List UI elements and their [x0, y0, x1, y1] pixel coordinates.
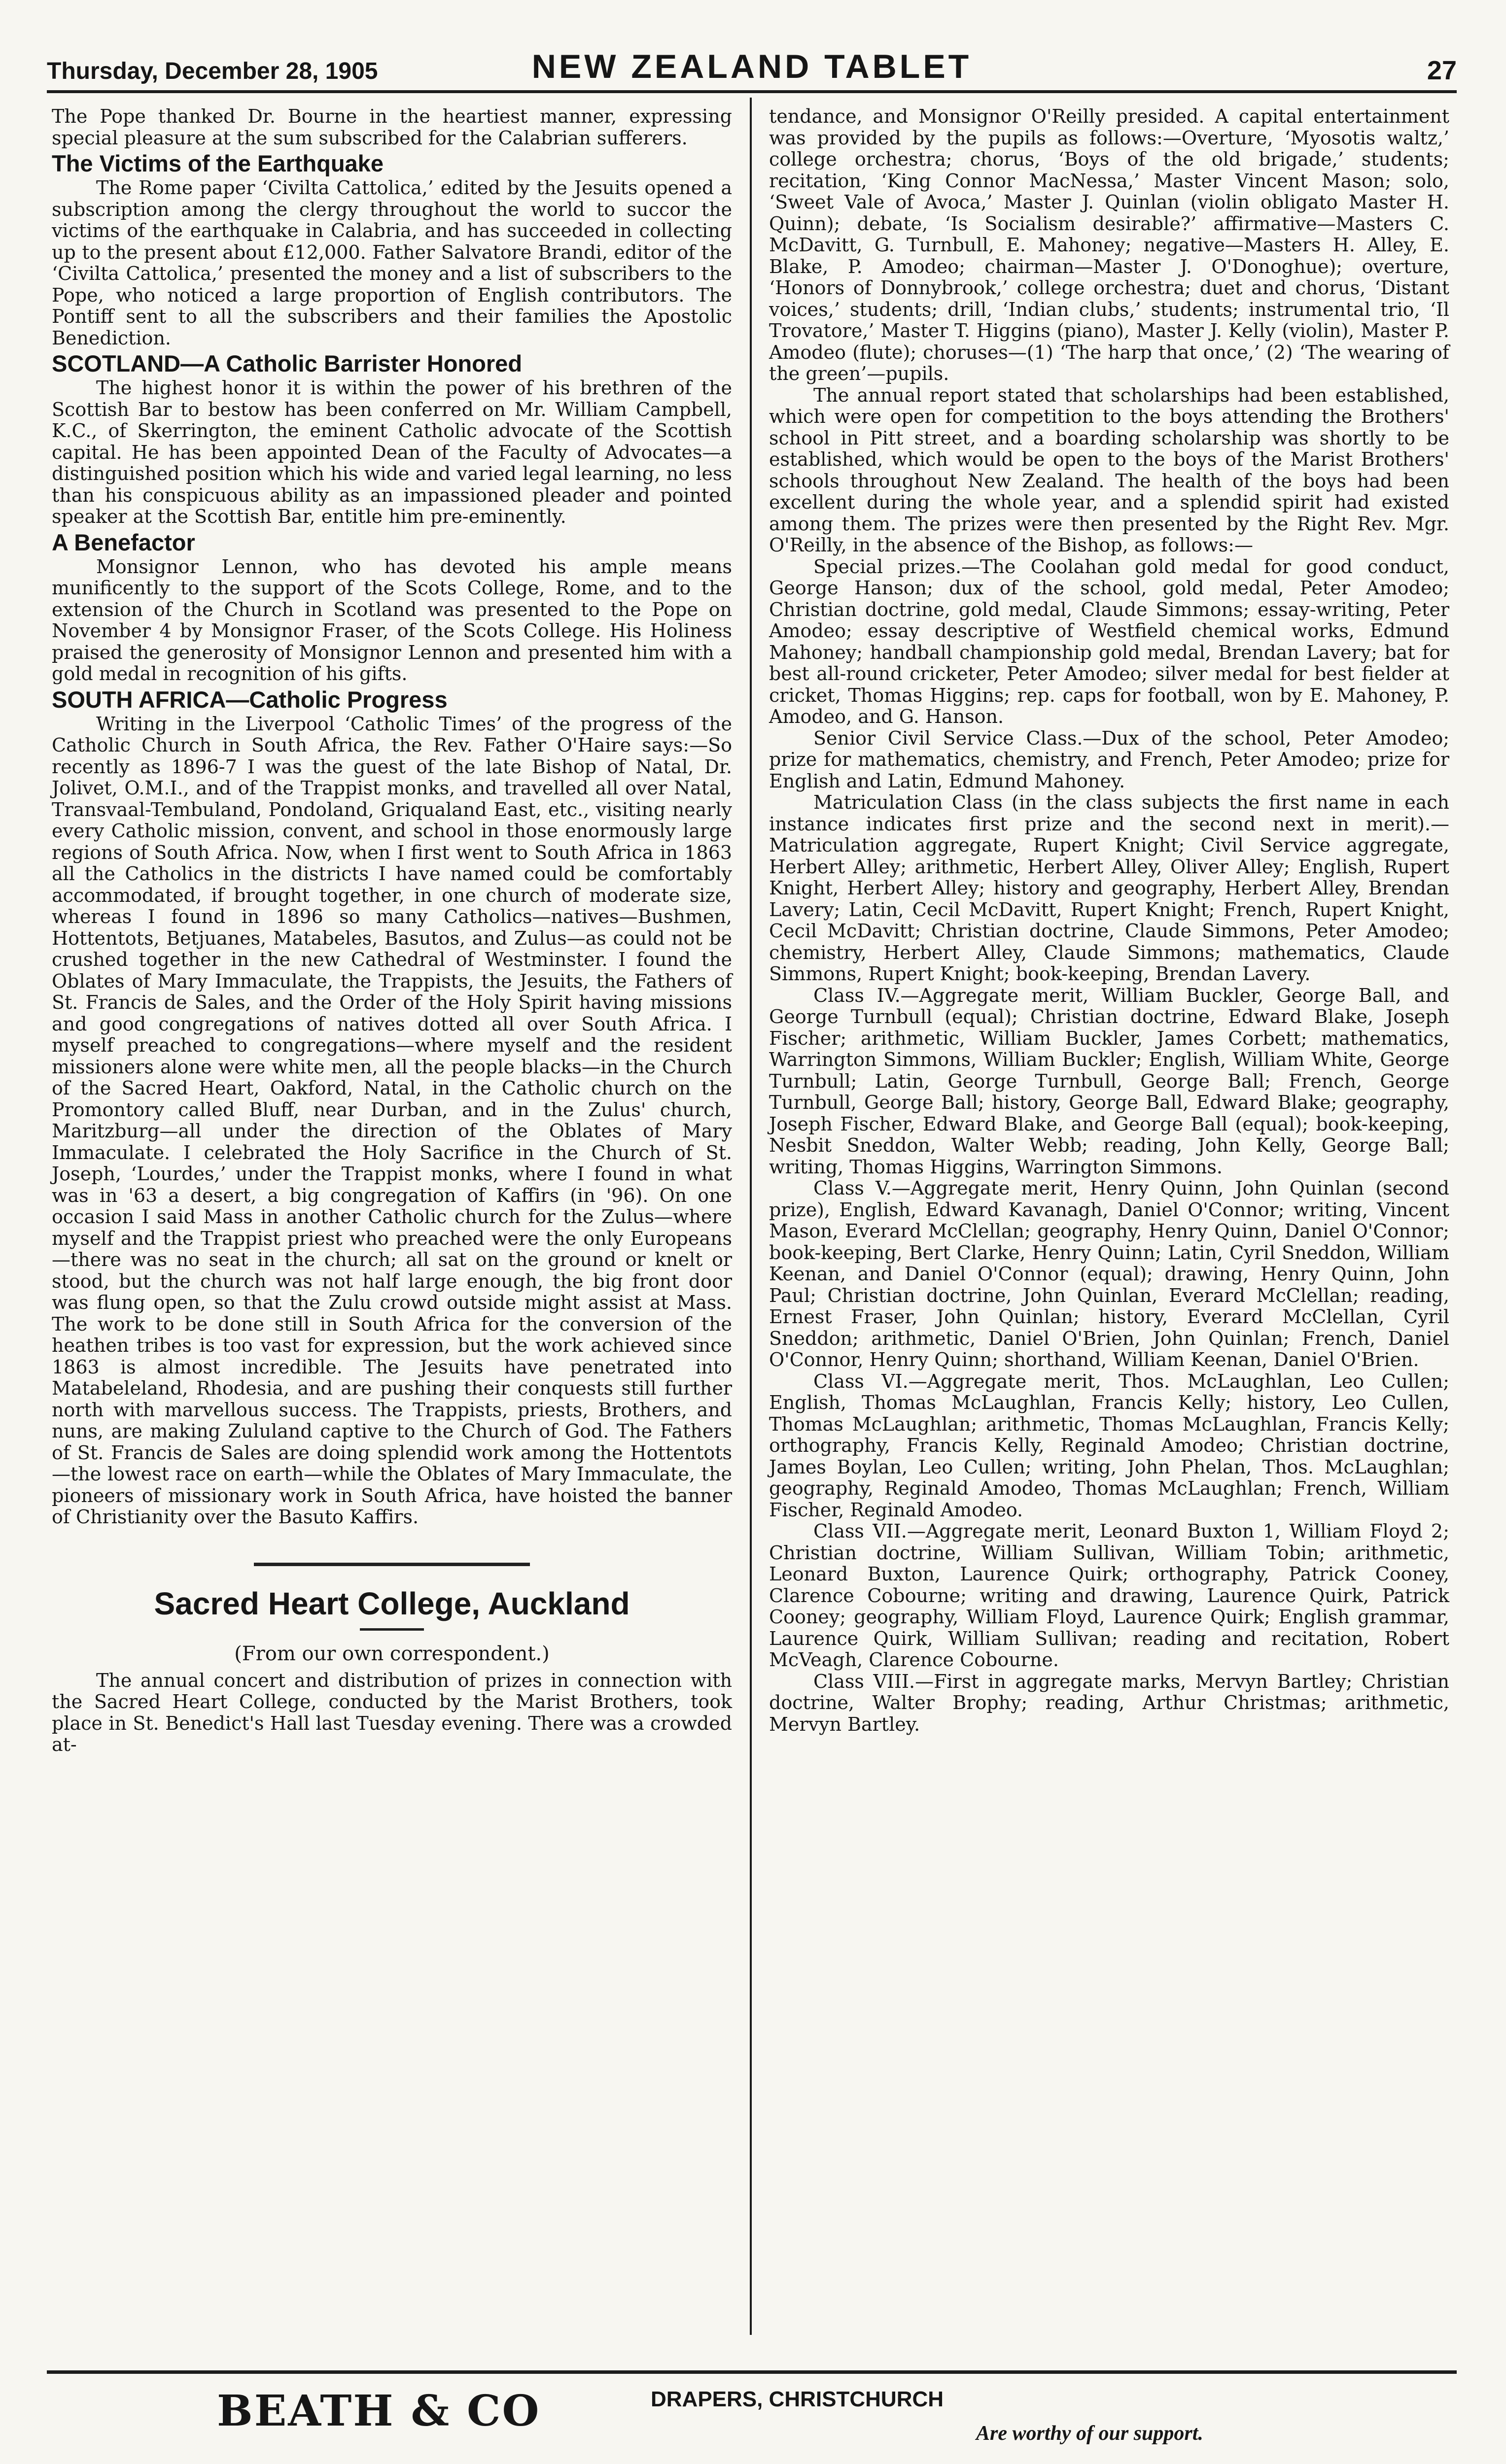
title-underline: [360, 1628, 424, 1631]
masthead: NEW ZEALAND TABLET: [531, 48, 972, 85]
paragraph: Writing in the Liverpool ‘Catholic Times’ of the progress of the Catholic Church in South Africa, the Rev. Father O'Haire says:—So recently as 1896-7 I was the guest of the late Bishop of Natal, Dr. Jolivet, O.M.I., and of the Trappist monks, and travelled all over Natal, Transvaal-Tembuland, Pondoland, Griqualand East, etc., visiting nearly every Catholic mission, convent, and school in those enormously large regions of South Africa. Now, when I first went to South Africa in 1863 all the Catholics in the districts I have named could be comfortably accommodated, if brought together, in one church of moderate size, whereas I found in 1896 so many Catholics—natives—Bushmen, Hottentots, Betjuanes, Matabeles, Basutos, and Zulus—as could not be crushed together in the new Cathedral of Westminster. I found the Oblates of Mary Immaculate, the Trappists, the Jesuits, the Fathers of St. Francis de Sales, and the Order of the Holy Spirit having missions and good congregations of natives dotted all over South Africa. I myself preached to congregations—where myself and the resident missioners alone were white men, all the people blacks—in the Church of the Sacred Heart, Oakford, Natal, in the Catholic church on the Promontory called Bluff, near Durban, and in the Zulus' church, Maritzburg—all under the direction of the Oblates of Mary Immaculate. I celebrated the Holy Sacrifice in the Church of St. Joseph, ‘Lourdes,’ under the Trappist monks, where I found in what was in '63 a desert, a big congregation of Kaffirs (in '96). On one occasion I said Mass in another Catholic church for the Zulus—where myself and the Trappist priest who preached were the only Europeans—there was no seat in the church; all sat on the ground or knelt or stood, but the church was not half large enough, the big front door was flung open, so that the Zulu crowd outside might assist at Mass. The work to be done still in South Africa for the conversion of the heathen tribes is too vast for expression, but the work achieved since 1863 is almost incredible. The Jesuits have penetrated into Matabeleland, Rhodesia, and are pushing their conquests still further north with marvellous success. The Trappists, priests, Brothers, and nuns, are making Zululand captive to the Church of God. The Fathers of St. Francis de Sales are doing splendid work among the Hottentots—the lowest race on earth—while the Oblates of Mary Immaculate, the pioneers of missionary work in South Africa, have hoisted the banner of Christianity over the Basuto Kaffirs.: [52, 713, 732, 1528]
intro-paragraph: The Pope thanked Dr. Bourne in the heartiest manner, expressing special pleasure at the sum subscribed for the Calabrian sufferers.: [52, 105, 732, 149]
column-rule: [750, 98, 752, 2335]
left-column: [52, 106, 732, 1756]
article-divider: [254, 1563, 530, 1566]
paragraph: The highest honor it is within the power of his brethren of the Scottish Bar to bestow has been conferred on Mr. William Campbell, K.C., of Skerrington, the eminent Catholic advocate of the Scottish capital. He has been appointed Dean of the Faculty of Advocates—a distinguished position which his wide and varied legal learning, no less than his conspicuous ability as an impassioned pleader and pointed speaker at the Scottish Bar, entitle him pre-eminently.: [52, 377, 732, 527]
paragraph: The annual concert and distribution of prizes in connection with the Sacred Heart College, conducted by the Marist Brothers, took place in St. Benedict's Hall last Tuesday evening. There was a crowded at-: [52, 1669, 732, 1755]
paragraph: tendance, and Monsignor O'Reilly presided. A capital entertainment was provided by the pupils as follows:—Overture, ‘Myosotis waltz,’ college orchestra; chorus, ‘Boys of the old brigade,’ students; recitation, ‘King Connor MacNessa,’ Master Vincent Mason; solo, ‘Sweet Vale of Avoca,’ Master J. Quinlan (violin obligato Master H. Quinn); debate, ‘Is Socialism desirable?’ affirmative—Masters C. McDavitt, G. Turnbull, E. Mahoney; negative—Masters H. Alley, E. Blake, P. Amodeo; chairman—Master J. O'Donoghue); overture, ‘Honors of Donnybrook,’ college orchestra; duet and chorus, ‘Distant voices,’ students; drill, ‘Indian clubs,’ students; instrumental trio, ‘Il Trovatore,’ Master T. Higgins (piano), Master J. Kelly (violin), Master P. Amodeo (flute); choruses—(1) ‘The harp that once,’ (2) ‘The wearing of the green’—pupils.: [769, 105, 1449, 384]
paragraph: Monsignor Lennon, who has devoted his ample means munificently to the support of the Scots College, Rome, and to the extension of the Church in Scotland was presented to the Pope on November 4 by Monsignor Fraser, of the Scots College. His Holiness praised the generosity of Monsignor Lennon and presented him with a gold medal in recognition of his gifts.: [52, 555, 732, 684]
advertiser-slogan: Are worthy of our support.: [976, 2422, 1203, 2445]
paragraph: Class IV.—Aggregate merit, William Buckler, George Ball, and George Turnbull (equal); Christian doctrine, Edward Blake, Joseph Fischer; arithmetic, William Buckler, James Corbett; mathematics, Warrington Simmons, William Buckler; English, William White, George Turnbull; Latin, George Turnbull, George Ball; French, George Turnbull, George Ball; history, George Ball, Edward Blake; geography, Joseph Fischer, Edward Blake, and George Ball (equal); book-keeping, Nesbit Sneddon, Walter Webb; reading, John Kelly, George Ball; writing, Thomas Higgins, Warrington Simmons.: [769, 984, 1449, 1178]
paragraph: The annual report stated that scholarships had been established, which were open for competition to the boys attending the Brothers' school in Pitt street, and a boarding scholarship was shortly to be established, which would be open to the boys of the Marist Brothers' schools throughout New Zealand. The health of the boys had been excellent during the whole year, and a splendid spirit had existed among them. The prizes were then presented by the Right Rev. Mgr. O'Reilly, in the absence of the Bishop, as follows:—: [769, 384, 1449, 556]
issue-date: Thursday, December 28, 1905: [47, 58, 378, 84]
article-title: Sacred Heart College, Auckland: [154, 1585, 630, 1621]
paragraph: Matriculation Class (in the class subjects the first name in each instance indicates first prize and the second next in merit).—Matriculation aggregate, Rupert Knight; Civil Service aggregate, Herbert Alley; arithmetic, Herbert Alley, Oliver Alley; English, Rupert Knight, Herbert Alley; history and geography, Herbert Alley, Brendan Lavery; Latin, Cecil McDavitt, Rupert Knight; French, Rupert Knight, Cecil McDavitt; Christian doctrine, Claude Simmons, Peter Amodeo; chemistry, Herbert Alley, Claude Simmons; mathematics, Claude Simmons, Rupert Knight; book-keeping, Brendan Lavery.: [769, 791, 1449, 985]
footer-rule: [47, 2370, 1457, 2374]
section-heading: A Benefactor: [52, 529, 195, 555]
header-rule: [47, 90, 1457, 93]
paragraph: Class VIII.—First in aggregate marks, Mervyn Bartley; Christian doctrine, Walter Brophy; reading, Arthur Christmas; arithmetic, Mervyn Bartley.: [769, 1670, 1449, 1735]
paragraph: Class V.—Aggregate merit, Henry Quinn, John Quinlan (second prize), English, Edward Kavanagh, Daniel O'Connor; writing, Vincent Mason, Everard McClellan; geography, Henry Quinn, Daniel O'Connor; book-keeping, Bert Clarke, Henry Quinn; Latin, Cyril Sneddon, William Keenan, and Daniel O'Connor (equal); drawing, Henry Quinn, John Paul; Christian doctrine, John Quinlan, Everard McClellan; reading, Ernest Fraser, John Quinlan; history, Everard McClellan, Cyril Sneddon; arithmetic, Daniel O'Brien, John Quinlan; French, Daniel O'Connor, Henry Quinn; shorthand, William Keenan, Daniel O'Brien.: [769, 1177, 1449, 1370]
advertiser-name: BEATH & CO: [217, 2386, 541, 2436]
paragraph: Class VII.—Aggregate merit, Leonard Buxton 1, William Floyd 2; Christian doctrine, William Sullivan, William Tobin; arithmetic, Leonard Buxton, Laurence Quirk; orthography, Patrick Cooney, Clarence Cobourne; writing and drawing, Laurence Quirk, Patrick Cooney; geography, William Floyd, Laurence Quirk; English grammar, Laurence Quirk, William Sullivan; reading and recitation, Robert McVeagh, Clarence Cobourne.: [769, 1520, 1449, 1671]
byline: (From our own correspondent.): [234, 1642, 550, 1665]
page-header: [47, 49, 1457, 89]
paragraph: Senior Civil Service Class.—Dux of the school, Peter Amodeo; prize for mathematics, chemistry, and French, Peter Amodeo; prize for English and Latin, Edmund Mahoney.: [769, 727, 1449, 792]
advertiser-location: DRAPERS, CHRISTCHURCH: [651, 2387, 944, 2411]
advertisement-footer: [47, 2380, 1457, 2459]
right-column: [769, 106, 1449, 1735]
section-heading: SCOTLAND—A Catholic Barrister Honored: [52, 350, 523, 376]
section-heading: The Victims of the Earthquake: [52, 150, 384, 176]
paragraph: Class VI.—Aggregate merit, Thos. McLaughlan, Leo Cullen; English, Thomas McLaughlan, Francis Kelly; history, Leo Cullen, Thomas McLaughlan; arithmetic, Thomas McLaughlan, Francis Kelly; orthography, Francis Kelly, Reginald Amodeo; Christian doctrine, James Boylan, Leo Cullen; writing, John Phelan, Thos. McLaughlan; geography, Reginald Amodeo, Thomas McLaughlan; French, William Fischer, Reginald Amodeo.: [769, 1370, 1449, 1521]
page-number: 27: [1427, 56, 1457, 85]
paragraph: The Rome paper ‘Civilta Cattolica,’ edited by the Jesuits opened a subscription among the clergy throughout the world to succor the victims of the earthquake in Calabria, and has succeeded in collecting up to the present about £12,000. Father Salvatore Brandi, editor of the ‘Civilta Cattolica,’ presented the money and a list of subscribers to the Pope, who noticed a large proportion of English contributors. The Pontiff sent to all the subscribers and their families the Apostolic Benediction.: [52, 177, 732, 349]
paragraph: Special prizes.—The Coolahan gold medal for good conduct, George Hanson; dux of the school, gold medal, Peter Amodeo; Christian doctrine, gold medal, Claude Simmons; essay-writing, Peter Amodeo; essay descriptive of Westfield chemical works, Edmund Mahoney; handball championship gold medal, Brendan Lavery; bat for best all-round cricketer, Peter Amodeo; silver medal for best fielder at cricket, Thomas Higgins; rep. caps for football, won by E. Mahoney, P. Amodeo, and G. Hanson.: [769, 555, 1449, 727]
section-heading: SOUTH AFRICA—Catholic Progress: [52, 686, 448, 713]
